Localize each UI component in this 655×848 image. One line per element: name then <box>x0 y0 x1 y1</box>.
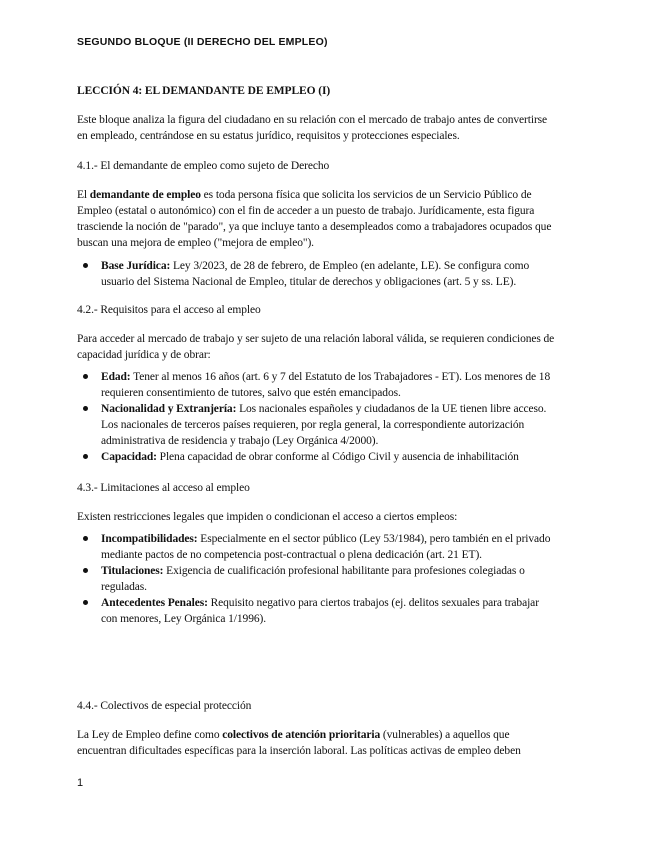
section-4-1-lead: El <box>77 189 90 201</box>
list-item-text: Exigencia de cualificación profesional habilitante para profesiones colegiadas o reguladas. <box>101 565 525 593</box>
section-4-3-list <box>77 531 555 627</box>
list-item-text: Los nacionales españoles y ciudadanos de la UE tienen libre acceso. Los nacionales de terceros países requieren, por regla general, la correspondiente autorización administrativa de residencia y trabajo (Ley Orgánica 4/2000). <box>101 403 547 447</box>
bullet-icon <box>83 568 88 573</box>
section-4-4-lead: La Ley de Empleo define como <box>77 729 223 741</box>
section-4-4-heading: 4.4.- Colectivos de especial protección <box>77 700 252 712</box>
list-item <box>77 563 555 595</box>
section-4-4-paragraph <box>77 727 555 759</box>
bullet-icon <box>83 406 88 411</box>
list-item-text: Tener al menos 16 años (art. 6 y 7 del Estatuto de los Trabajadores - ET). Los menores de 18 requieren consentimiento de tutores, salvo que estén emancipados. <box>101 371 551 399</box>
list-item-text: Especialmente en el sector público (Ley 53/1984), pero también en el privado mediante pactos de no competencia post-contractual o plena dedicación (art. 21 ET). <box>101 533 551 561</box>
section-4-2-heading: 4.2.- Requisitos para el acceso al empleo <box>77 304 261 316</box>
list-item-label: Base Jurídica: <box>101 260 171 272</box>
section-4-1-heading: 4.1.- El demandante de empleo como sujeto de Derecho <box>77 160 330 172</box>
lesson-title: LECCIÓN 4: EL DEMANDANTE DE EMPLEO (I) <box>77 85 331 97</box>
list-item <box>77 258 555 290</box>
section-4-1-list <box>77 258 555 290</box>
bullet-icon <box>83 454 88 459</box>
list-item-text: Requisito negativo para ciertos trabajos (ej. delitos sexuales para trabajar con menores, Ley Orgánica 1/1996). <box>101 597 539 625</box>
bullet-icon <box>83 600 88 605</box>
section-4-1-term: demandante de empleo <box>89 189 201 201</box>
list-item-label: Nacionalidad y Extranjería: <box>101 403 237 415</box>
page-number: 1 <box>77 777 84 789</box>
list-item-label: Titulaciones: <box>101 565 164 577</box>
block-heading: SEGUNDO BLOQUE (II DERECHO DEL EMPLEO) <box>77 36 328 48</box>
list-item <box>77 449 555 465</box>
section-4-3-heading: 4.3.- Limitaciones al acceso al empleo <box>77 482 250 494</box>
list-item-label: Edad: <box>101 371 131 383</box>
list-item <box>77 401 555 449</box>
list-item <box>77 531 555 563</box>
list-item-text: Ley 3/2023, de 28 de febrero, de Empleo (en adelante, LE). Se configura como usuario del Sistema Nacional de Empleo, titular de derechos y obligaciones (art. 5 y ss. LE). <box>101 260 530 288</box>
list-item-label: Capacidad: <box>101 451 157 463</box>
section-4-3-paragraph: Existen restricciones legales que impiden o condicionan el acceso a ciertos empleos: <box>77 511 458 523</box>
list-item-text: Plena capacidad de obrar conforme al Código Civil y ausencia de inhabilitación <box>156 451 519 463</box>
section-4-1-paragraph <box>77 187 555 251</box>
bullet-icon <box>83 374 88 379</box>
list-item <box>77 595 555 627</box>
section-4-2-list <box>77 369 555 465</box>
section-4-2-paragraph: Para acceder al mercado de trabajo y ser sujeto de una relación laboral válida, se requieren condiciones de capacidad jurídica y de obrar: <box>77 333 555 361</box>
list-item <box>77 369 555 401</box>
section-4-4-rest: (vulnerables) a aquellos que encuentran dificultades específicas para la inserción laboral. Las políticas activas de empleo deben <box>77 729 521 757</box>
bullet-icon <box>83 263 88 268</box>
intro-paragraph: Este bloque analiza la figura del ciudadano en su relación con el mercado de trabajo antes de convertirse en empleado, centrándose en su estatus jurídico, requisitos y protecciones especiales. <box>77 114 548 142</box>
section-4-4-term: colectivos de atención prioritaria <box>222 729 381 741</box>
bullet-icon <box>83 536 88 541</box>
list-item-label: Antecedentes Penales: <box>101 597 208 609</box>
list-item-label: Incompatibilidades: <box>101 533 198 545</box>
section-4-1-rest: es toda persona física que solicita los servicios de un Servicio Público de Empleo (estatal o autonómico) con el fin de acceder a un puesto de trabajo. Jurídicamente, esta figura trasciende la noción de "parado", ya que incluye tanto a desempleados como a trabajadores ocupados que buscan una mejora de empleo ("mejora de empleo"). <box>77 189 552 249</box>
